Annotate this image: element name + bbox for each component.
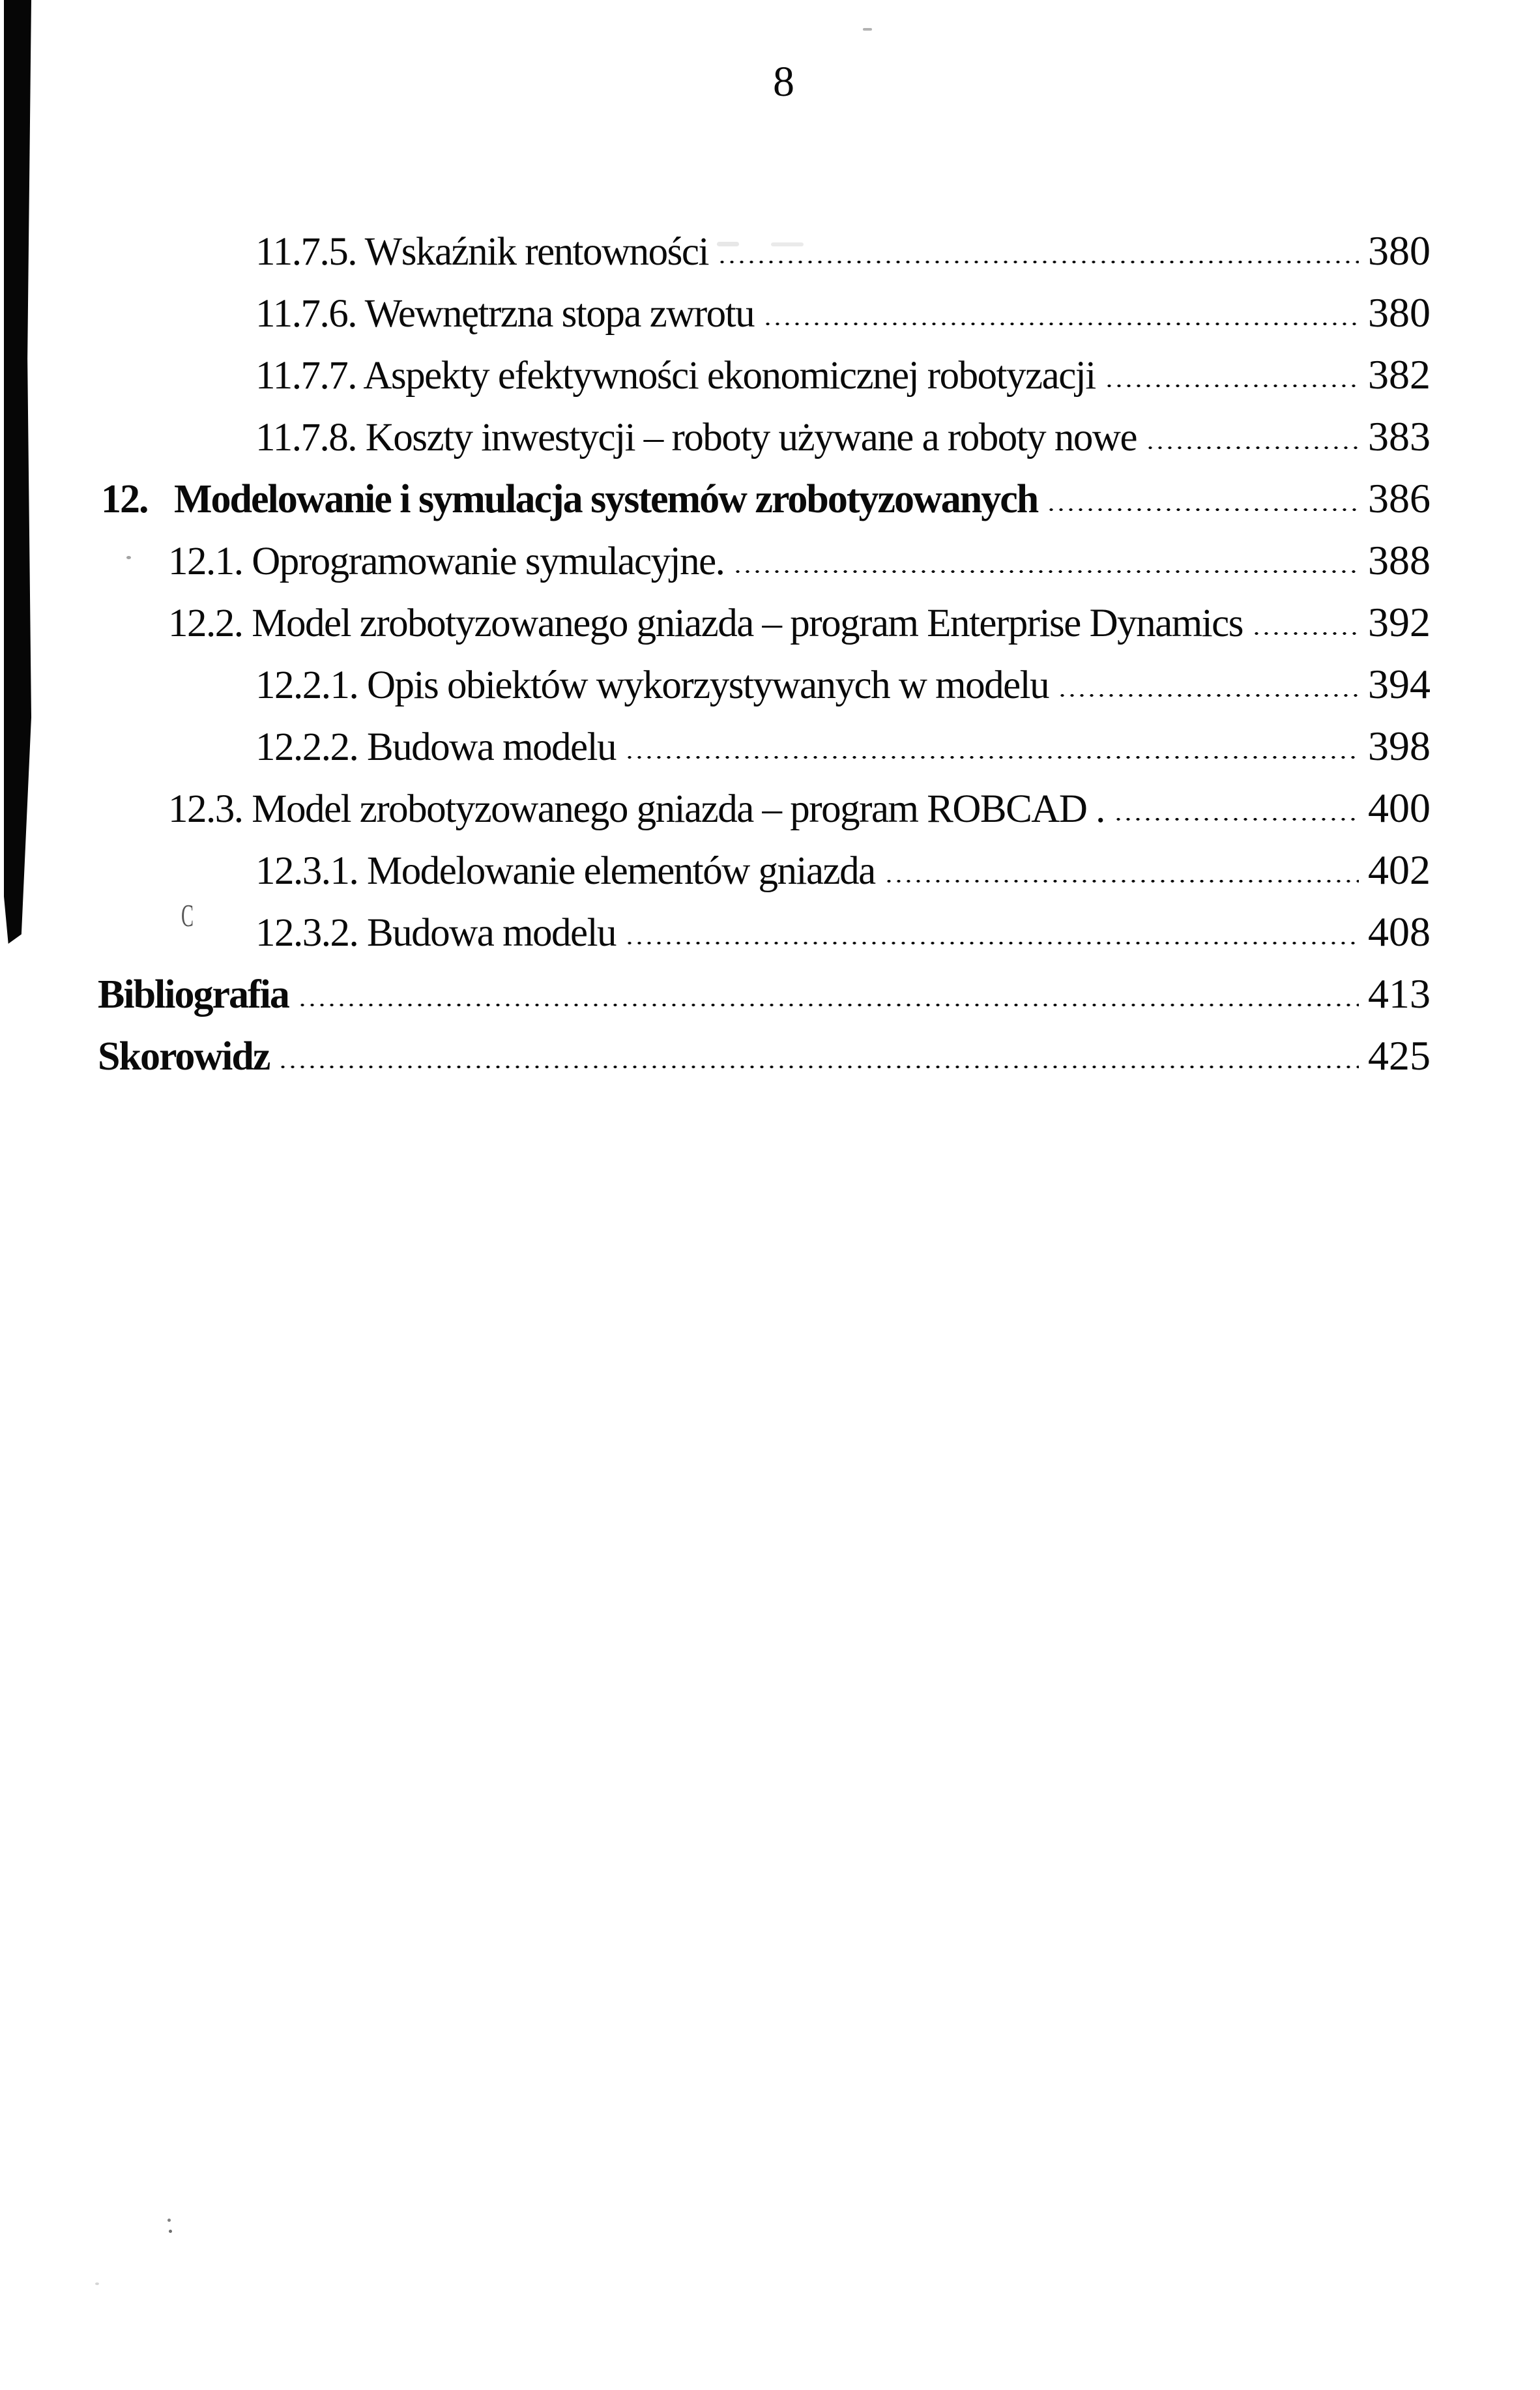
- toc-entry: [0, 282, 1431, 343]
- toc-entry-label: 11.7.7. Aspekty efektywności ekonomicznej robotyzacji: [255, 354, 1096, 398]
- toc-entry-label: 12.2. Model zrobotyzowanego gniazda – program Enterprise Dynamics: [168, 602, 1243, 645]
- toc-entry-page-number: 388: [1368, 537, 1431, 583]
- scan-speck: [717, 242, 739, 246]
- toc-dot-leader: [1146, 445, 1359, 450]
- page-number: 8: [773, 58, 794, 106]
- toc-dot-leader: [1105, 383, 1359, 388]
- toc-dot-leader: [1252, 631, 1359, 636]
- toc-entry-label: Bibliografia: [98, 972, 289, 1017]
- toc-entry-label: 11.7.5. Wskaźnik rentowności: [255, 230, 708, 274]
- toc-entry: [0, 405, 1431, 467]
- toc-entry-label: 12.3.1. Modelowanie elementów gniazda: [255, 849, 875, 893]
- toc-entry-page-number: 400: [1368, 785, 1431, 831]
- toc-entry: [0, 653, 1431, 715]
- toc-entry-page-number: 413: [1368, 970, 1431, 1017]
- toc-dot-leader: [763, 321, 1359, 327]
- toc-entry: [0, 839, 1431, 901]
- toc-entry: [0, 897, 1431, 963]
- toc-entry-page-number: 425: [1368, 1032, 1431, 1079]
- toc-dot-leader: [1114, 817, 1359, 822]
- toc-dot-leader: [733, 569, 1359, 574]
- scan-speck: [863, 28, 872, 31]
- toc-dot-leader: [625, 755, 1359, 760]
- toc-entry-page-number: 392: [1368, 599, 1431, 645]
- toc-entry: [0, 777, 1431, 839]
- toc-entry-label: 12.3.2. Budowa modelu: [255, 911, 617, 955]
- toc-entry-page-number: 382: [1368, 351, 1431, 398]
- toc-entry-page-number: 398: [1368, 723, 1431, 769]
- toc-dot-leader: [1058, 693, 1359, 698]
- toc-dot-leader: [298, 1002, 1359, 1008]
- scan-speck: [169, 2230, 172, 2233]
- scan-speck: [126, 556, 131, 559]
- toc-entry: [0, 715, 1431, 777]
- toc-entry-label: 12.2.2. Budowa modelu: [255, 725, 617, 769]
- toc-entry: [0, 529, 1431, 591]
- toc-entry-label: 12.3. Model zrobotyzowanego gniazda – program ROBCAD .: [168, 787, 1105, 831]
- toc-entry: [0, 591, 1431, 653]
- toc-entry-page-number: 383: [1368, 413, 1431, 459]
- toc-entry: [0, 343, 1431, 405]
- toc-dot-leader: [884, 879, 1359, 884]
- table-of-contents: [0, 220, 1431, 1086]
- toc-dot-leader: [718, 259, 1359, 265]
- toc-dot-leader: [1047, 507, 1359, 512]
- toc-entry-page-number: 402: [1368, 847, 1431, 893]
- toc-entry: [0, 220, 1431, 282]
- toc-dot-leader: [278, 1064, 1359, 1070]
- toc-entry: [0, 963, 1431, 1025]
- toc-entry-page-number: 386: [1368, 475, 1431, 521]
- toc-entry-page-number: 380: [1368, 227, 1431, 274]
- toc-entry-label: Skorowidz: [98, 1034, 270, 1079]
- toc-entry-label: 12.1. Oprogramowanie symulacyjne.: [168, 540, 725, 583]
- toc-entry: [0, 1025, 1431, 1086]
- toc-dot-leader: [625, 940, 1359, 946]
- toc-entry-page-number: 408: [1368, 909, 1431, 955]
- scan-speck: [771, 242, 804, 246]
- toc-entry-page-number: 380: [1368, 289, 1431, 336]
- toc-entry-label: 12. Modelowanie i symulacja systemów zrobotyzowanych: [101, 477, 1038, 521]
- toc-entry-label: 12.2.1. Opis obiektów wykorzystywanych w modelu: [255, 663, 1049, 707]
- toc-entry-label: 11.7.8. Koszty inwestycji – roboty używane a roboty nowe: [255, 416, 1137, 459]
- toc-entry-page-number: 394: [1368, 661, 1431, 707]
- scan-speck: [95, 2282, 99, 2285]
- scan-speck: [167, 2219, 171, 2222]
- scan-artifact-c-mark: C: [181, 897, 194, 933]
- toc-entry-label: 11.7.6. Wewnętrzna stopa zwrotu: [255, 292, 755, 336]
- toc-entry: [0, 467, 1431, 529]
